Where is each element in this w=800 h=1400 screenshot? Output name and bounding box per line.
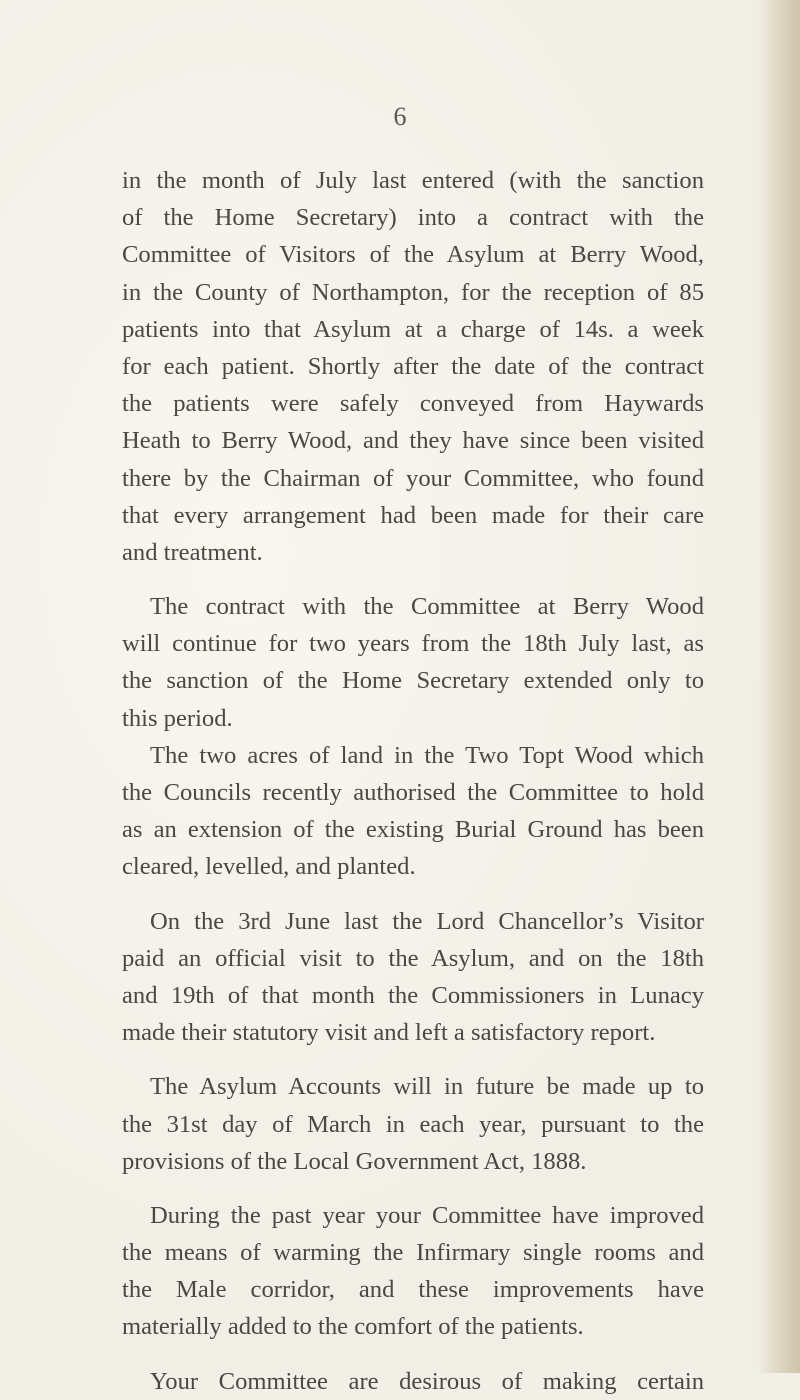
text-line: Committee of Visitors of the Asylum at Berry Wood,: [122, 241, 704, 269]
text-line: During the past year your Committee have improved: [150, 1201, 704, 1229]
paragraph: [122, 1363, 704, 1400]
text-line: paid an official visit to the Asylum, and on the 18th: [122, 944, 704, 972]
paragraph: [122, 1068, 704, 1180]
text-line: will continue for two years from the 18th July last, as: [122, 630, 704, 658]
paragraph: [122, 737, 704, 886]
text-line: and treatment.: [122, 538, 263, 566]
text-line: the Councils recently authorised the Committee to hold: [122, 779, 704, 806]
text-line: this period.: [122, 704, 233, 732]
text-line: of the Home Secretary) into a contract with the: [122, 204, 704, 232]
paragraph: [122, 903, 704, 1052]
text-line: that every arrangement had been made for their care: [122, 501, 704, 529]
text-line: the sanction of the Home Secretary extended only to: [122, 667, 704, 695]
text-line: in the month of July last entered (with the sanction: [122, 167, 704, 194]
text-line: Heath to Berry Wood, and they have since been visited: [122, 427, 704, 455]
text-line: the 31st day of March in each year, pursuant to the: [122, 1110, 704, 1138]
text-line: made their statutory visit and left a satisfactory report.: [122, 1019, 656, 1047]
text-line: On the 3rd June last the Lord Chancellor’s Visitor: [150, 907, 704, 935]
text-line: there by the Chairman of your Committee, who found: [122, 464, 704, 492]
text-line: and 19th of that month the Commissioners in Lunacy: [122, 981, 704, 1009]
text-line: patients into that Asylum at a charge of 14s. a week: [122, 315, 704, 343]
text-line: cleared, levelled, and planted.: [122, 853, 416, 881]
text-line: the Male corridor, and these improvements have: [122, 1276, 704, 1304]
text-line: provisions of the Local Government Act, 1888.: [122, 1147, 587, 1175]
text-line: as an extension of the existing Burial Ground has been: [122, 816, 704, 844]
paragraph: [122, 588, 704, 737]
text-line: The Asylum Accounts will in future be made up to: [150, 1073, 704, 1101]
paragraph: [122, 162, 704, 571]
text-line: The two acres of land in the Two Topt Wood which: [150, 741, 704, 769]
paragraph: [122, 1197, 704, 1346]
text-line: the means of warming the Infirmary single rooms and: [122, 1239, 704, 1267]
page-number: 6: [393, 102, 407, 131]
text-line: The contract with the Committee at Berry Wood: [150, 593, 704, 621]
text-line: Your Committee are desirous of making certain: [150, 1367, 704, 1395]
text-line: in the County of Northampton, for the reception of 85: [122, 278, 704, 306]
text-line: the patients were safely conveyed from Haywards: [122, 390, 704, 418]
body-text: [122, 162, 704, 1400]
page-edge-shadow: [758, 0, 800, 1373]
text-line: for each patient. Shortly after the date of the contract: [122, 352, 704, 380]
text-line: materially added to the comfort of the patients.: [122, 1313, 584, 1341]
